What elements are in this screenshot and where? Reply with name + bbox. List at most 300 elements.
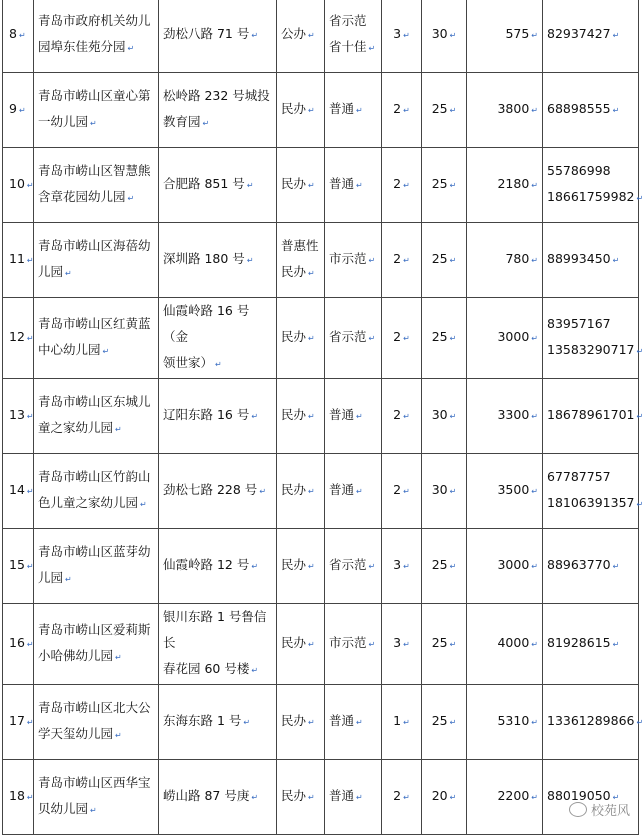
cell-phone <box>543 604 639 685</box>
cell-name-text: 青岛市崂山区爱莉斯 <box>38 622 151 637</box>
paragraph-mark-icon: ↵ <box>140 500 147 509</box>
cell-type-text: 民办 <box>281 788 307 803</box>
cell-name <box>34 454 159 529</box>
cell-classes-text: 2 <box>393 329 402 344</box>
cell-no-text: 16 <box>9 635 25 650</box>
cell-name-text: 青岛市崂山区智慧熊 <box>38 163 151 178</box>
cell-fee <box>467 148 543 223</box>
cell-no <box>3 604 34 685</box>
paragraph-mark-icon: ↵ <box>449 31 457 40</box>
paragraph-mark-icon: ↵ <box>102 347 110 356</box>
table-row <box>3 379 639 454</box>
cell-level-text: 省十佳 <box>329 39 367 54</box>
table-row <box>3 685 639 760</box>
cell-name-text: 一幼儿园 <box>38 114 89 129</box>
cell-address-text: 合肥路 851 号 <box>163 176 245 191</box>
paragraph-mark-icon: ↵ <box>612 793 620 802</box>
cell-type <box>277 685 325 760</box>
cell-level <box>325 529 382 604</box>
cell-fee-text: 3000 <box>497 557 530 572</box>
paragraph-mark-icon: ↵ <box>259 487 267 496</box>
cell-classes <box>382 529 422 604</box>
cell-address <box>159 73 277 148</box>
cell-address-text: 仙霞岭路 12 号 <box>163 557 250 572</box>
paragraph-mark-icon: ↵ <box>403 718 410 727</box>
paragraph-mark-icon: ↵ <box>531 412 538 421</box>
cell-fee <box>467 604 543 685</box>
paragraph-mark-icon: ↵ <box>403 412 410 421</box>
cell-type <box>277 529 325 604</box>
paragraph-mark-icon: ↵ <box>531 640 538 649</box>
cell-name <box>34 0 159 73</box>
paragraph-mark-icon: ↵ <box>636 718 643 727</box>
cell-classes <box>382 454 422 529</box>
cell-address <box>159 604 277 685</box>
paragraph-mark-icon: ↵ <box>449 487 457 496</box>
cell-fee <box>467 73 543 148</box>
cell-level <box>325 604 382 685</box>
cell-classes-text: 3 <box>393 26 402 41</box>
paragraph-mark-icon: ↵ <box>368 640 376 649</box>
cell-address <box>159 148 277 223</box>
cell-fee-text: 3000 <box>497 329 530 344</box>
paragraph-mark-icon: ↵ <box>65 575 72 584</box>
paragraph-mark-icon: ↵ <box>449 334 457 343</box>
cell-fee-text: 2180 <box>497 176 530 191</box>
cell-name <box>34 379 159 454</box>
paragraph-mark-icon: ↵ <box>308 640 315 649</box>
paragraph-mark-icon: ↵ <box>90 806 97 815</box>
cell-type <box>277 379 325 454</box>
paragraph-mark-icon: ↵ <box>449 562 457 571</box>
cell-name-text: 青岛市崂山区竹韵山 <box>38 469 151 484</box>
paragraph-mark-icon: ↵ <box>251 412 259 421</box>
cell-name-text: 色儿童之家幼儿园 <box>38 495 139 510</box>
cell-level-text: 普通 <box>329 713 355 728</box>
cell-level <box>325 685 382 760</box>
cell-phone-text: 83957167 <box>547 316 611 331</box>
cell-name <box>34 604 159 685</box>
cell-classes-text: 2 <box>393 482 402 497</box>
cell-name-text: 小哈佛幼儿园 <box>38 648 114 663</box>
cell-phone <box>543 0 639 73</box>
cell-address <box>159 760 277 835</box>
paragraph-mark-icon: ↵ <box>449 181 457 190</box>
cell-no <box>3 223 34 298</box>
paragraph-mark-icon: ↵ <box>246 256 254 265</box>
cell-name-text: 儿园 <box>38 570 64 585</box>
cell-type <box>277 223 325 298</box>
cell-name <box>34 223 159 298</box>
paragraph-mark-icon: ↵ <box>368 562 376 571</box>
paragraph-mark-icon: ↵ <box>368 334 376 343</box>
cell-classes <box>382 604 422 685</box>
cell-level-text: 普通 <box>329 101 355 116</box>
paragraph-mark-icon: ↵ <box>308 106 315 115</box>
cell-classes-text: 2 <box>393 251 402 266</box>
cell-size-text: 25 <box>431 557 448 572</box>
cell-phone <box>543 148 643 223</box>
cell-phone <box>543 379 643 454</box>
cell-no <box>3 298 34 379</box>
kindergarten-table <box>2 0 643 835</box>
paragraph-mark-icon: ↵ <box>612 256 620 265</box>
cell-level-text: 市示范 <box>329 635 367 650</box>
cell-no <box>3 73 34 148</box>
paragraph-mark-icon: ↵ <box>636 194 643 203</box>
cell-address-text: 仙霞岭路 16 号（金 <box>163 303 250 344</box>
cell-address-text: 银川东路 1 号鲁信长 <box>163 609 267 650</box>
cell-address <box>159 529 277 604</box>
cell-classes-text: 2 <box>393 176 402 191</box>
cell-classes <box>382 223 422 298</box>
paragraph-mark-icon: ↵ <box>18 31 26 40</box>
cell-type-text: 民办 <box>281 329 307 344</box>
cell-name-text: 青岛市崂山区海蓓幼 <box>38 238 151 253</box>
cell-no-text: 13 <box>9 407 25 422</box>
cell-size <box>422 0 467 73</box>
table-row <box>3 529 639 604</box>
cell-fee-text: 4000 <box>497 635 530 650</box>
paragraph-mark-icon: ↵ <box>115 653 122 662</box>
paragraph-mark-icon: ↵ <box>127 194 135 203</box>
cell-address-text: 崂山路 87 号庚 <box>163 788 250 803</box>
paragraph-mark-icon: ↵ <box>356 181 363 190</box>
paragraph-mark-icon: ↵ <box>612 106 620 115</box>
paragraph-mark-icon: ↵ <box>115 425 122 434</box>
cell-classes-text: 3 <box>393 557 402 572</box>
paragraph-mark-icon: ↵ <box>403 106 410 115</box>
cell-classes <box>382 0 422 73</box>
paragraph-mark-icon: ↵ <box>26 487 34 496</box>
cell-address-text: 教育园 <box>163 114 201 129</box>
cell-address <box>159 0 277 73</box>
paragraph-mark-icon: ↵ <box>356 793 363 802</box>
paragraph-mark-icon: ↵ <box>308 718 315 727</box>
paragraph-mark-icon: ↵ <box>18 106 26 115</box>
cell-type <box>277 148 325 223</box>
paragraph-mark-icon: ↵ <box>368 256 376 265</box>
cell-type-text: 民办 <box>281 101 307 116</box>
cell-size-text: 30 <box>431 26 448 41</box>
paragraph-mark-icon: ↵ <box>403 562 410 571</box>
cell-fee-text: 3800 <box>497 101 530 116</box>
paragraph-mark-icon: ↵ <box>26 334 34 343</box>
cell-level <box>325 148 382 223</box>
cell-phone-text: 88993450 <box>547 251 611 266</box>
cell-phone-text: 13583290717 <box>547 342 635 357</box>
cell-name-text: 青岛市崂山区蓝芽幼 <box>38 544 151 559</box>
paragraph-mark-icon: ↵ <box>251 562 259 571</box>
cell-phone <box>543 760 639 835</box>
cell-phone <box>543 454 643 529</box>
paragraph-mark-icon: ↵ <box>115 731 122 740</box>
cell-size-text: 30 <box>431 407 448 422</box>
cell-name-text: 童之家幼儿园 <box>38 420 114 435</box>
paragraph-mark-icon: ↵ <box>26 640 34 649</box>
cell-name <box>34 148 159 223</box>
cell-address <box>159 223 277 298</box>
paragraph-mark-icon: ↵ <box>90 119 97 128</box>
paragraph-mark-icon: ↵ <box>65 269 72 278</box>
cell-no-text: 8 <box>9 26 17 41</box>
paragraph-mark-icon: ↵ <box>26 256 34 265</box>
wechat-icon <box>569 802 587 817</box>
paragraph-mark-icon: ↵ <box>308 31 315 40</box>
paragraph-mark-icon: ↵ <box>612 31 620 40</box>
cell-size-text: 30 <box>431 482 448 497</box>
paragraph-mark-icon: ↵ <box>215 360 222 369</box>
cell-type-text: 民办 <box>281 713 307 728</box>
cell-no <box>3 148 34 223</box>
cell-level <box>325 0 382 73</box>
paragraph-mark-icon: ↵ <box>449 412 457 421</box>
cell-level-text: 省示范 <box>329 557 367 572</box>
cell-no <box>3 454 34 529</box>
paragraph-mark-icon: ↵ <box>26 181 34 190</box>
cell-fee-text: 2200 <box>497 788 530 803</box>
cell-name-text: 青岛市崂山区西华宝 <box>38 775 151 790</box>
paragraph-mark-icon: ↵ <box>403 640 410 649</box>
paragraph-mark-icon: ↵ <box>531 256 538 265</box>
cell-type <box>277 298 325 379</box>
cell-level-text: 普通 <box>329 482 355 497</box>
cell-phone-text: 18106391357 <box>547 495 635 510</box>
paragraph-mark-icon: ↵ <box>308 412 315 421</box>
cell-type <box>277 604 325 685</box>
cell-size <box>422 760 467 835</box>
cell-fee <box>467 454 543 529</box>
cell-name-text: 儿园 <box>38 264 64 279</box>
cell-no-text: 9 <box>9 101 17 116</box>
cell-level-text: 市示范 <box>329 251 367 266</box>
cell-address <box>159 685 277 760</box>
paragraph-mark-icon: ↵ <box>612 562 620 571</box>
paragraph-mark-icon: ↵ <box>251 666 259 675</box>
cell-type-text: 民办 <box>281 176 307 191</box>
cell-type <box>277 73 325 148</box>
paragraph-mark-icon: ↵ <box>308 562 315 571</box>
cell-type-text: 公办 <box>281 26 307 41</box>
paragraph-mark-icon: ↵ <box>26 793 34 802</box>
paragraph-mark-icon: ↵ <box>403 487 410 496</box>
cell-address-text: 深圳路 180 号 <box>163 251 245 266</box>
cell-phone-text: 13361289866 <box>547 713 635 728</box>
cell-fee <box>467 0 543 73</box>
cell-size-text: 25 <box>431 635 448 650</box>
cell-classes <box>382 685 422 760</box>
paragraph-mark-icon: ↵ <box>531 181 538 190</box>
cell-address-text: 东海东路 1 号 <box>163 713 242 728</box>
cell-name-text: 含章花园幼儿园 <box>38 189 126 204</box>
paragraph-mark-icon: ↵ <box>308 793 315 802</box>
cell-type-text: 民办 <box>281 635 307 650</box>
cell-type-text: 民办 <box>281 482 307 497</box>
cell-name <box>34 298 159 379</box>
cell-size <box>422 148 467 223</box>
cell-no <box>3 379 34 454</box>
cell-size <box>422 685 467 760</box>
paragraph-mark-icon: ↵ <box>449 106 457 115</box>
cell-type <box>277 0 325 73</box>
cell-classes-text: 3 <box>393 635 402 650</box>
cell-no-text: 11 <box>9 251 25 266</box>
paragraph-mark-icon: ↵ <box>243 718 251 727</box>
cell-type <box>277 454 325 529</box>
cell-size-text: 25 <box>431 101 448 116</box>
cell-phone-text: 18661759982 <box>547 189 635 204</box>
paragraph-mark-icon: ↵ <box>531 334 538 343</box>
cell-type-text: 民办 <box>281 557 307 572</box>
table-body <box>3 0 643 835</box>
cell-address <box>159 298 277 379</box>
cell-size <box>422 604 467 685</box>
cell-fee <box>467 298 543 379</box>
table-row <box>3 73 639 148</box>
paragraph-mark-icon: ↵ <box>251 31 259 40</box>
cell-level-text: 普通 <box>329 176 355 191</box>
paragraph-mark-icon: ↵ <box>127 44 135 53</box>
cell-phone-text: 88963770 <box>547 557 611 572</box>
paragraph-mark-icon: ↵ <box>356 412 363 421</box>
cell-phone <box>543 223 639 298</box>
cell-no <box>3 685 34 760</box>
paragraph-mark-icon: ↵ <box>636 500 643 509</box>
paragraph-mark-icon: ↵ <box>308 487 315 496</box>
cell-size-text: 25 <box>431 176 448 191</box>
cell-fee <box>467 379 543 454</box>
cell-no-text: 14 <box>9 482 25 497</box>
cell-address-text: 松岭路 232 号城投 <box>163 88 270 103</box>
cell-phone-text: 68898555 <box>547 101 611 116</box>
cell-classes <box>382 298 422 379</box>
cell-fee <box>467 760 543 835</box>
cell-classes-text: 2 <box>393 788 402 803</box>
cell-fee <box>467 223 543 298</box>
cell-no <box>3 760 34 835</box>
cell-address-text: 劲松八路 71 号 <box>163 26 250 41</box>
cell-fee-text: 5310 <box>497 713 530 728</box>
paragraph-mark-icon: ↵ <box>356 718 363 727</box>
cell-address-text: 春花园 60 号楼 <box>163 661 250 676</box>
paragraph-mark-icon: ↵ <box>531 718 538 727</box>
table-row <box>3 0 639 73</box>
cell-size <box>422 298 467 379</box>
paragraph-mark-icon: ↵ <box>356 106 363 115</box>
paragraph-mark-icon: ↵ <box>356 487 363 496</box>
cell-fee <box>467 529 543 604</box>
cell-address <box>159 454 277 529</box>
cell-fee-text: 3500 <box>497 482 530 497</box>
paragraph-mark-icon: ↵ <box>403 334 410 343</box>
cell-phone <box>543 73 639 148</box>
paragraph-mark-icon: ↵ <box>449 718 457 727</box>
table-row <box>3 223 639 298</box>
cell-phone-text: 82937427 <box>547 26 611 41</box>
paragraph-mark-icon: ↵ <box>403 31 410 40</box>
cell-size <box>422 529 467 604</box>
cell-classes <box>382 73 422 148</box>
cell-name <box>34 73 159 148</box>
paragraph-mark-icon: ↵ <box>531 562 538 571</box>
cell-size-text: 25 <box>431 251 448 266</box>
cell-level <box>325 73 382 148</box>
paragraph-mark-icon: ↵ <box>403 256 410 265</box>
paragraph-mark-icon: ↵ <box>531 106 538 115</box>
cell-level <box>325 760 382 835</box>
table-row <box>3 298 639 379</box>
table-row <box>3 604 639 685</box>
paragraph-mark-icon: ↵ <box>26 562 34 571</box>
cell-address-text: 劲松七路 228 号 <box>163 482 258 497</box>
cell-size-text: 25 <box>431 713 448 728</box>
cell-fee <box>467 685 543 760</box>
cell-fee-text: 780 <box>505 251 530 266</box>
cell-size <box>422 379 467 454</box>
paragraph-mark-icon: ↵ <box>308 269 315 278</box>
cell-name <box>34 685 159 760</box>
cell-name <box>34 760 159 835</box>
cell-no-text: 18 <box>9 788 25 803</box>
paragraph-mark-icon: ↵ <box>403 793 410 802</box>
cell-level-text: 普通 <box>329 407 355 422</box>
cell-name-text: 贝幼儿园 <box>38 801 89 816</box>
cell-address <box>159 379 277 454</box>
cell-name-text: 学天玺幼儿园 <box>38 726 114 741</box>
cell-fee-text: 3300 <box>497 407 530 422</box>
watermark-text: 校苑风 <box>590 804 630 819</box>
watermark <box>569 800 630 819</box>
cell-phone <box>543 298 643 379</box>
paragraph-mark-icon: ↵ <box>368 44 376 53</box>
paragraph-mark-icon: ↵ <box>449 640 457 649</box>
cell-type-text: 民办 <box>281 407 307 422</box>
cell-phone-text: 55786998 <box>547 163 611 178</box>
cell-phone-text: 18678961701 <box>547 407 635 422</box>
paragraph-mark-icon: ↵ <box>246 181 254 190</box>
cell-phone <box>543 685 643 760</box>
cell-name-text: 青岛市崂山区童心第 <box>38 88 151 103</box>
paragraph-mark-icon: ↵ <box>636 412 643 421</box>
cell-classes <box>382 760 422 835</box>
paragraph-mark-icon: ↵ <box>531 487 538 496</box>
cell-name-text: 中心幼儿园 <box>38 342 101 357</box>
cell-name-text: 青岛市政府机关幼儿 <box>38 13 151 28</box>
paragraph-mark-icon: ↵ <box>449 793 457 802</box>
cell-type-text: 普惠性 <box>281 238 319 253</box>
paragraph-mark-icon: ↵ <box>636 347 643 356</box>
cell-name <box>34 529 159 604</box>
cell-level <box>325 454 382 529</box>
cell-level <box>325 298 382 379</box>
cell-name-text: 青岛市崂山区东城儿 <box>38 394 151 409</box>
cell-classes-text: 1 <box>393 713 402 728</box>
paragraph-mark-icon: ↵ <box>403 181 410 190</box>
cell-level <box>325 223 382 298</box>
paragraph-mark-icon: ↵ <box>26 412 34 421</box>
table-row <box>3 454 639 529</box>
table-row <box>3 148 639 223</box>
cell-no-text: 15 <box>9 557 25 572</box>
paragraph-mark-icon: ↵ <box>449 256 457 265</box>
paragraph-mark-icon: ↵ <box>531 793 538 802</box>
cell-no-text: 10 <box>9 176 25 191</box>
cell-no <box>3 0 34 73</box>
paragraph-mark-icon: ↵ <box>612 640 620 649</box>
paragraph-mark-icon: ↵ <box>308 181 315 190</box>
cell-name-text: 青岛市崂山区北大公 <box>38 700 151 715</box>
cell-classes-text: 2 <box>393 101 402 116</box>
